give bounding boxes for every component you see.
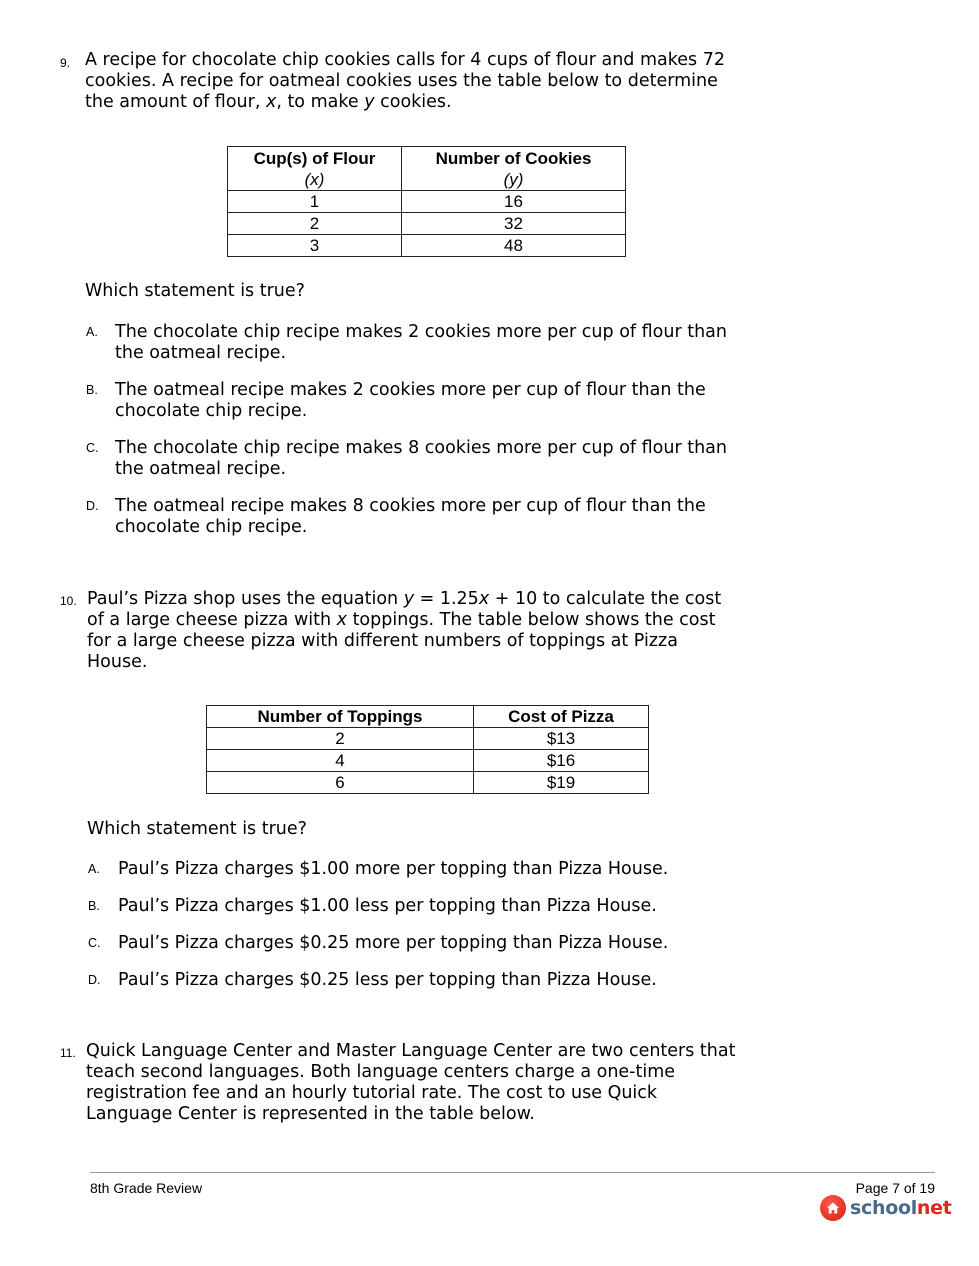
stem-text: the amount of flour, <box>85 92 266 112</box>
stem-text: = 1.25 <box>414 589 479 609</box>
schoolnet-logo <box>820 1195 952 1221</box>
header-title: Cup(s) of Flour <box>253 149 376 168</box>
stem-line: cookies. A recipe for oatmeal cookies uses the table below to determine <box>85 71 718 91</box>
stem-line <box>87 589 787 610</box>
option-letter: C. <box>86 441 99 455</box>
house-glyph <box>826 1201 840 1215</box>
stem-line: A recipe for chocolate chip cookies calls for 4 cups of flour and makes 72 <box>85 50 725 70</box>
variable-x: x <box>336 610 347 630</box>
stem-line: registration fee and an hourly tutorial rate. The cost to use Quick <box>86 1083 658 1103</box>
question-stem <box>85 50 785 113</box>
option-letter: A. <box>88 862 100 876</box>
option-text <box>115 438 727 480</box>
table-row <box>228 235 626 257</box>
logo-school: school <box>850 1197 917 1219</box>
table-header: Cost of Pizza <box>474 706 649 728</box>
option-text: Paul’s Pizza charges $0.25 more per topping than Pizza House. <box>118 933 669 953</box>
table-cell: 2 <box>228 213 402 235</box>
variable-y: y <box>364 92 375 112</box>
table-cell: 3 <box>228 235 402 257</box>
question-stem <box>87 589 787 673</box>
table-cell: 32 <box>402 213 626 235</box>
table-row <box>207 772 649 794</box>
answer-option-d[interactable] <box>88 970 788 992</box>
stem-text: , to make <box>276 92 365 112</box>
table-cell: $19 <box>474 772 649 794</box>
table-row <box>207 728 649 750</box>
option-line: chocolate chip recipe. <box>115 517 308 537</box>
question-prompt: Which statement is true? <box>87 819 307 839</box>
option-letter: D. <box>86 499 99 513</box>
stem-line: for a large cheese pizza with different numbers of toppings at Pizza <box>87 631 678 651</box>
option-text: Paul’s Pizza charges $1.00 more per topping than Pizza House. <box>118 859 669 879</box>
variable-y: y <box>403 589 415 609</box>
stem-text: + 10 to calculate the cost <box>489 589 722 609</box>
answer-option-b[interactable] <box>88 896 788 918</box>
option-text <box>115 380 706 422</box>
answer-option-c[interactable] <box>88 933 788 955</box>
page-number: Page 7 of 19 <box>855 1180 935 1196</box>
table-cell: 4 <box>207 750 474 772</box>
table-cell: 16 <box>402 191 626 213</box>
question-stem <box>86 1041 786 1125</box>
table-cell: 1 <box>228 191 402 213</box>
pizza-cost-table <box>206 705 649 794</box>
document-title: 8th Grade Review <box>90 1180 203 1196</box>
option-letter: D. <box>88 973 101 987</box>
answer-option-a[interactable] <box>88 859 788 881</box>
answer-option-c[interactable] <box>86 438 786 480</box>
variable-x: x <box>265 92 277 112</box>
stem-line <box>85 92 785 113</box>
table-header <box>402 147 626 191</box>
question-prompt: Which statement is true? <box>85 281 305 301</box>
option-line: The chocolate chip recipe makes 2 cookies more per cup of flour than <box>115 322 727 342</box>
header-var: (y) <box>503 170 524 189</box>
stem-line: House. <box>87 652 148 672</box>
header-title: Number of Cookies <box>435 149 592 168</box>
stem-text: toppings. The table below shows the cost <box>347 610 716 630</box>
option-letter: A. <box>86 325 98 339</box>
table-cell: 6 <box>207 772 474 794</box>
header-sub <box>228 169 401 190</box>
option-line: the oatmeal recipe. <box>115 459 287 479</box>
table-header-row <box>228 147 626 191</box>
table-header: Number of Toppings <box>207 706 474 728</box>
footer-divider <box>90 1172 935 1173</box>
question-number: 9. <box>60 56 71 70</box>
table-cell: $13 <box>474 728 649 750</box>
option-text: Paul’s Pizza charges $1.00 less per topping than Pizza House. <box>118 896 657 916</box>
table-row <box>207 750 649 772</box>
table-cell: 2 <box>207 728 474 750</box>
stem-line: teach second languages. Both language centers charge a one-time <box>86 1062 676 1082</box>
table-header <box>228 147 402 191</box>
question-number: 11. <box>60 1046 76 1060</box>
stem-line <box>87 610 787 631</box>
option-letter: C. <box>88 936 101 950</box>
stem-text: Paul’s Pizza shop uses the equation <box>87 589 404 609</box>
stem-text: cookies. <box>374 92 452 112</box>
logo-net: net <box>916 1197 952 1219</box>
stem-text: of a large cheese pizza with <box>87 610 337 630</box>
table-cell: 48 <box>402 235 626 257</box>
option-line: chocolate chip recipe. <box>115 401 308 421</box>
option-line: The chocolate chip recipe makes 8 cookies more per cup of flour than <box>115 438 727 458</box>
table-cell: $16 <box>474 750 649 772</box>
flour-cookies-table <box>227 146 626 257</box>
table-header-row <box>207 706 649 728</box>
logo-wordmark <box>850 1197 952 1219</box>
answer-option-a[interactable] <box>86 322 786 364</box>
table-row <box>228 213 626 235</box>
stem-line: Language Center is represented in the table below. <box>86 1104 535 1124</box>
option-text: Paul’s Pizza charges $0.25 less per topping than Pizza House. <box>118 970 657 990</box>
header-var: (x) <box>304 170 325 189</box>
question-number: 10. <box>60 594 77 608</box>
option-letter: B. <box>86 383 98 397</box>
stem-line: Quick Language Center and Master Language Center are two centers that <box>86 1041 736 1061</box>
option-letter: B. <box>88 899 100 913</box>
header-sub <box>402 169 625 190</box>
option-text <box>115 496 706 538</box>
variable-x: x <box>478 589 490 609</box>
answer-option-d[interactable] <box>86 496 786 538</box>
option-line: The oatmeal recipe makes 2 cookies more per cup of flour than the <box>115 380 706 400</box>
option-line: the oatmeal recipe. <box>115 343 287 363</box>
option-text <box>115 322 727 364</box>
table-row <box>228 191 626 213</box>
house-icon <box>820 1195 846 1221</box>
option-line: The oatmeal recipe makes 8 cookies more per cup of flour than the <box>115 496 706 516</box>
answer-option-b[interactable] <box>86 380 786 422</box>
